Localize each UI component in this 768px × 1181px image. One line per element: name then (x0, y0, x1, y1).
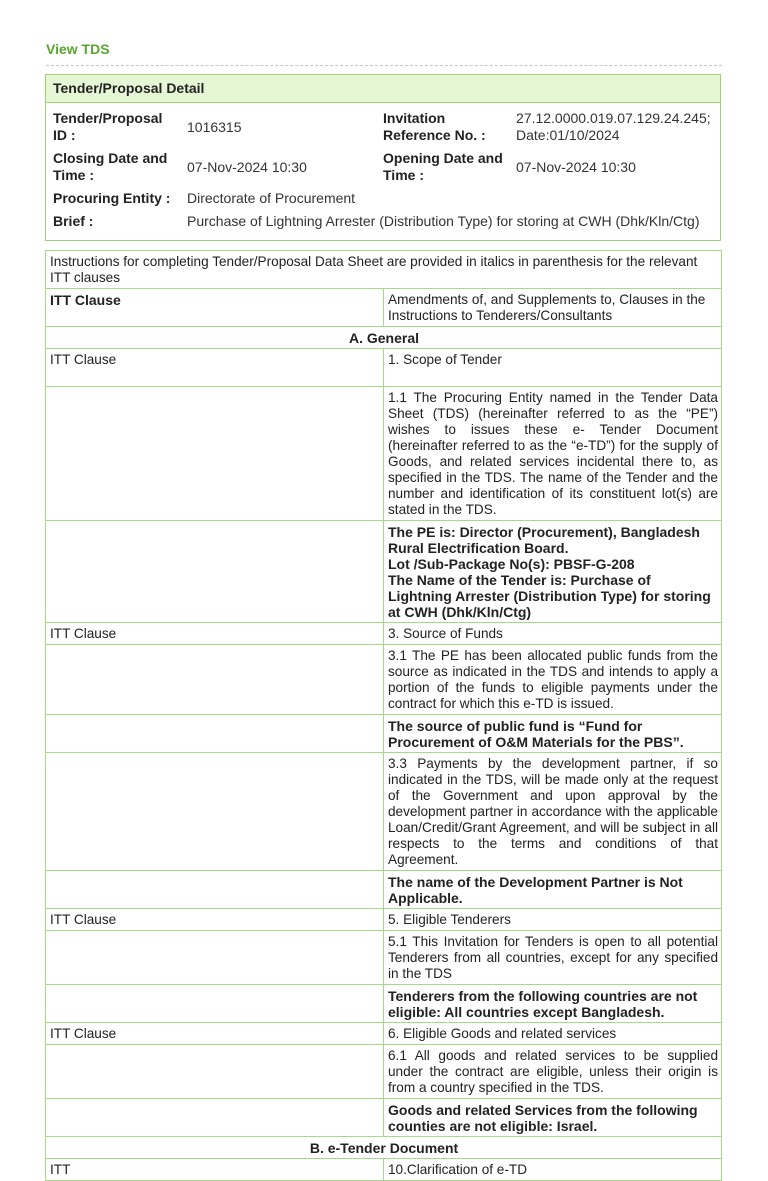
fund-source: The source of public fund is “Fund for Procurement of O&M Materials for the PBS”. (384, 715, 722, 753)
itt-clause-label: ITT Clause (46, 623, 384, 645)
title-divider (46, 65, 722, 66)
opening-date-value: 07-Nov-2024 10:30 (516, 159, 636, 175)
closing-date-label: Closing Date and Time : (53, 150, 168, 183)
page-title: View TDS (46, 41, 110, 57)
tds-table (45, 250, 722, 1181)
brief-value: Purchase of Lightning Arrester (Distribution Type) for storing at CWH (Dhk/Kln/Ctg) (187, 213, 700, 229)
section-a-heading: A. General (46, 327, 722, 349)
pe-details (384, 521, 722, 623)
itt-clause-label: ITT Clause (46, 349, 384, 387)
tender-id-value: 1016315 (187, 119, 242, 135)
empty-cell (46, 753, 384, 871)
itt-label: ITT (46, 1159, 384, 1181)
table-row (46, 715, 722, 753)
ineligible-countries: Tenderers from the following countries are not eligible: All countries except Bangladesh. (384, 985, 722, 1023)
clause-3-1-text: 3.1 The PE has been allocated public funds from the source as indicated in the TDS and intends to apply a portion of the funds to eligible payments under the contract for which this e-TD is issued. (384, 645, 722, 715)
clause-3-3-text: 3.3 Payments by the development partner, if so indicated in the TDS, will be made only at the request of the Government and upon approval by the development partner in accordance with the applicable Loan/Credit/Grant Agreement, and will be subject in all respects to the terms and conditions of that Agreement. (384, 753, 722, 871)
clause-1-title: 1. Scope of Tender (384, 349, 722, 387)
table-row (46, 251, 722, 289)
empty-cell (46, 715, 384, 753)
procuring-entity-label: Procuring Entity : (53, 190, 171, 206)
clause-6-title: 6. Eligible Goods and related services (384, 1023, 722, 1045)
table-row (46, 985, 722, 1023)
itt-clause-label: ITT Clause (46, 1023, 384, 1045)
table-row (46, 1137, 722, 1159)
table-row (46, 1159, 722, 1181)
empty-cell (46, 985, 384, 1023)
empty-cell (46, 521, 384, 623)
table-row (46, 349, 722, 387)
empty-cell (46, 645, 384, 715)
brief-label: Brief : (53, 213, 94, 229)
pe-name: The PE is: Director (Procurement), Bangladesh Rural Electrification Board. (388, 524, 700, 556)
tender-id-label: Tender/Proposal ID : (53, 110, 163, 143)
table-row (46, 871, 722, 909)
clause-5-1-text: 5.1 This Invitation for Tenders is open to all potential Tenderers from all countries, except for any specified in the TDS (384, 931, 722, 985)
table-row (46, 753, 722, 871)
clause-3-title: 3. Source of Funds (384, 623, 722, 645)
tender-name: The Name of the Tender is: Purchase of Lightning Arrester (Distribution Type) for storing at CWH (Dhk/Kln/Ctg) (388, 572, 711, 620)
clause-6-1-text: 6.1 All goods and related services to be supplied under the contract are eligible, unless their origin is from a country specified in the TDS. (384, 1045, 722, 1099)
itt-clause-label: ITT Clause (46, 909, 384, 931)
tender-detail-panel (45, 74, 721, 241)
table-row (46, 289, 722, 327)
empty-cell (46, 387, 384, 521)
table-row (46, 931, 722, 985)
procuring-entity-value: Directorate of Procurement (187, 190, 356, 206)
empty-cell (46, 871, 384, 909)
section-b-heading: B. e-Tender Document (46, 1137, 722, 1159)
instructions-cell: Instructions for completing Tender/Proposal Data Sheet are provided in italics in parenthesis for the relevant ITT clauses (46, 251, 722, 289)
tender-detail-header: Tender/Proposal Detail (46, 75, 720, 103)
ineligible-goods: Goods and related Services from the following counties are not eligible: Israel. (384, 1099, 722, 1137)
table-row (46, 1023, 722, 1045)
development-partner: The name of the Development Partner is Not Applicable. (384, 871, 722, 909)
table-row (46, 623, 722, 645)
table-row (46, 521, 722, 623)
table-row (46, 1099, 722, 1137)
clause-10-title: 10.Clarification of e-TD (384, 1159, 722, 1181)
table-row (46, 645, 722, 715)
table-row (46, 387, 722, 521)
opening-date-label: Opening Date and Time : (383, 150, 503, 183)
empty-cell (46, 931, 384, 985)
invitation-ref-label: Invitation Reference No. : (383, 110, 486, 143)
invitation-ref-date: Date:01/10/2024 (516, 127, 620, 143)
table-row (46, 909, 722, 931)
closing-date-value: 07-Nov-2024 10:30 (187, 159, 307, 175)
itt-clause-heading: Amendments of, and Supplements to, Clauses in the Instructions to Tenderers/Consultants (384, 289, 722, 327)
lot-number: Lot /Sub-Package No(s): PBSF-G-208 (388, 556, 635, 572)
table-row (46, 1045, 722, 1099)
itt-clause-label: ITT Clause (46, 289, 384, 327)
invitation-ref-value (516, 110, 711, 144)
table-row (46, 327, 722, 349)
invitation-ref-number: 27.12.0000.019.07.129.24.245; (516, 110, 711, 126)
empty-cell (46, 1099, 384, 1137)
clause-1-1-text: 1.1 The Procuring Entity named in the Tender Data Sheet (TDS) (hereinafter referred to as the “PE”) wishes to issues these e- Tender Document (hereinafter referred to as the “e-TD”) for the supply of Goods, and related services incidental there to, as specified in the TDS. The name of the Tender and the number and identification of its constituent lot(s) are stated in the TDS. (384, 387, 722, 521)
empty-cell (46, 1045, 384, 1099)
clause-5-title: 5. Eligible Tenderers (384, 909, 722, 931)
